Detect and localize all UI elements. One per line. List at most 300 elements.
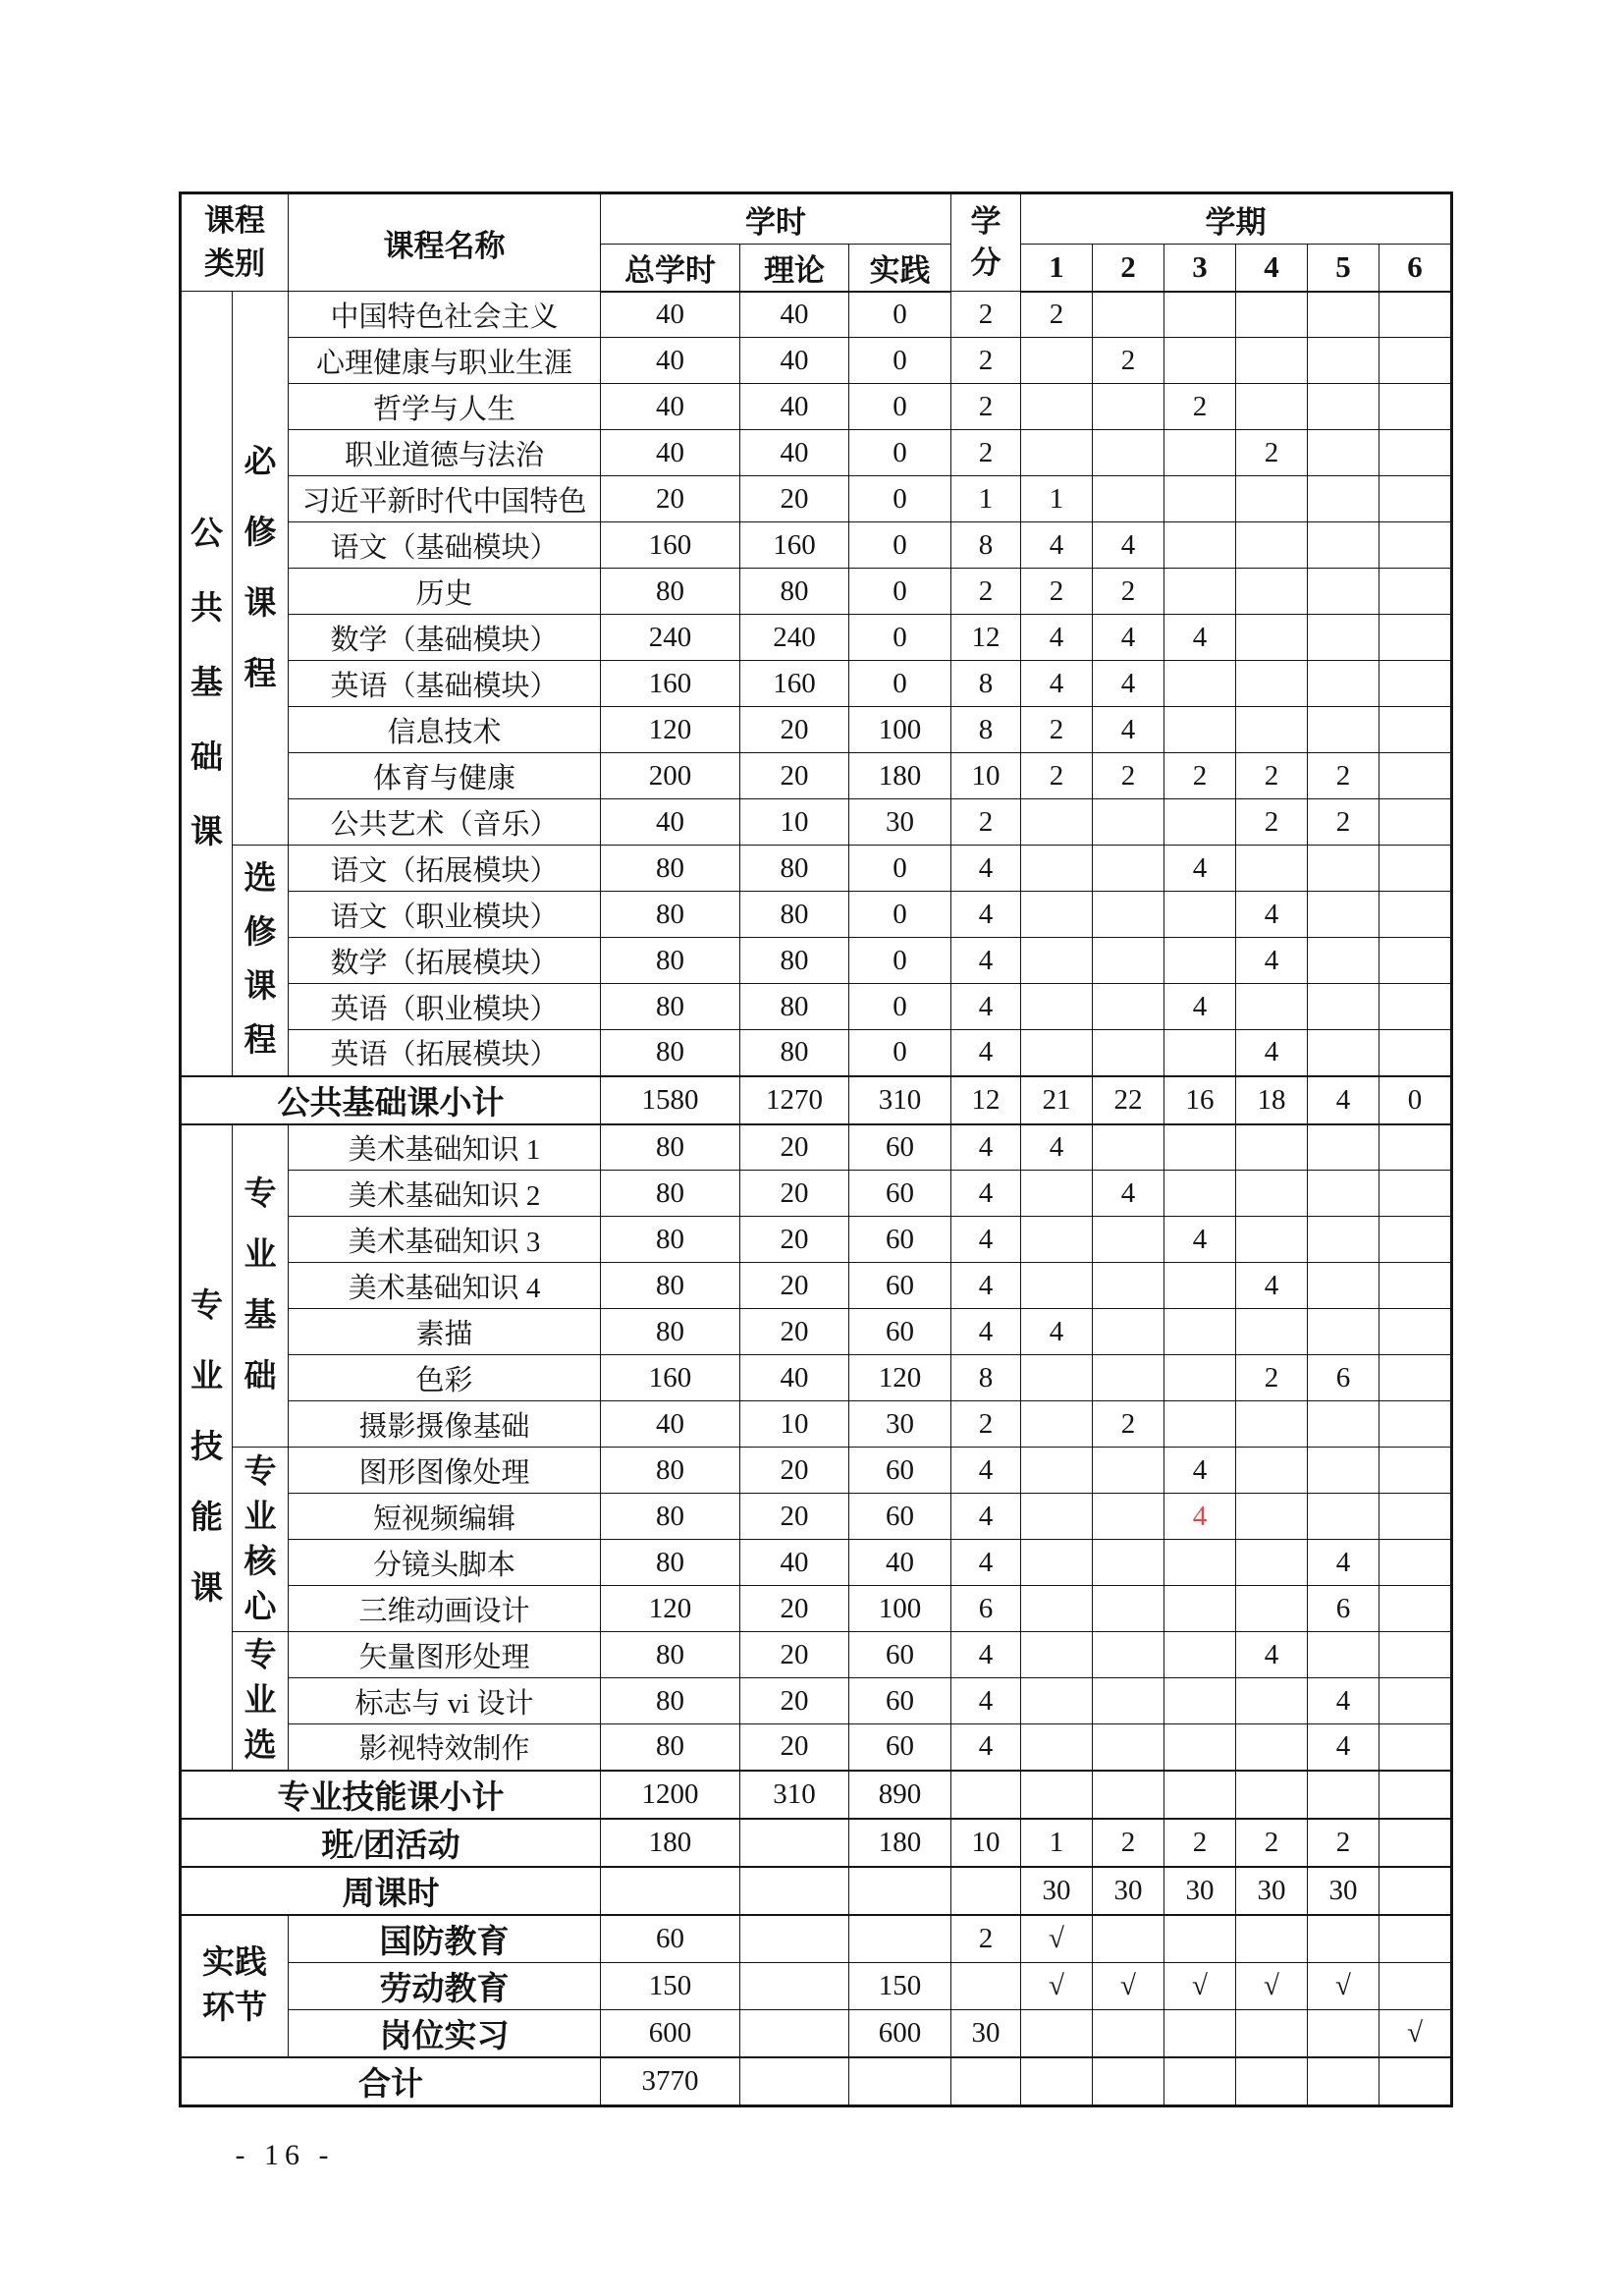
credits-cell: 4 [951, 938, 1021, 984]
semester-cell: 2 [1021, 292, 1093, 338]
practice-hours-cell: 60 [849, 1678, 951, 1724]
credits-cell: 6 [951, 1586, 1021, 1632]
practice-hours-cell: 0 [849, 938, 951, 984]
semester-cell [1093, 984, 1164, 1030]
semester-cell [1164, 1724, 1236, 1771]
semester-cell [1236, 846, 1308, 892]
semester-cell [1308, 1171, 1380, 1217]
semester-cell: 4 [1164, 846, 1236, 892]
semester-cell [1164, 938, 1236, 984]
semester-cell [1093, 1678, 1164, 1724]
credits-cell: 4 [951, 1632, 1021, 1678]
semester-cell [1308, 292, 1380, 338]
semester-cell [1308, 707, 1380, 753]
practice-hours-cell: 0 [849, 892, 951, 938]
table-row [181, 430, 1452, 476]
table-row [181, 707, 1452, 753]
theory-hours-cell: 160 [740, 522, 849, 569]
credits-cell: 4 [951, 1309, 1021, 1355]
semester-cell [1380, 1030, 1452, 1076]
semester-cell [1308, 938, 1380, 984]
total-hours-cell: 80 [601, 892, 740, 938]
theory-hours-cell: 1270 [740, 1076, 849, 1124]
practice-hours-cell: 60 [849, 1124, 951, 1171]
semester-cell [1236, 2057, 1308, 2106]
credits-cell: 1 [951, 476, 1021, 522]
header-hours-group: 学时 [601, 193, 951, 245]
table-row [181, 661, 1452, 707]
semester-cell: 4 [1021, 522, 1093, 569]
semester-cell [1380, 1771, 1452, 1819]
total-hours-cell: 80 [601, 1309, 740, 1355]
practice-hours-cell: 180 [849, 753, 951, 799]
practice-hours-cell [849, 1867, 951, 1915]
semester-cell [1380, 1401, 1452, 1448]
semester-cell [1308, 476, 1380, 522]
course-name-cell: 英语（基础模块） [289, 661, 601, 707]
semester-cell [1308, 984, 1380, 1030]
course-name-cell: 习近平新时代中国特色 [289, 476, 601, 522]
total-hours-cell: 80 [601, 1678, 740, 1724]
semester-cell [1236, 384, 1308, 430]
credits-cell: 4 [951, 1540, 1021, 1586]
semester-cell [1164, 2057, 1236, 2106]
practice-hours-cell: 60 [849, 1632, 951, 1678]
semester-cell [1093, 1448, 1164, 1494]
semester-cell [1021, 338, 1093, 384]
semester-cell: 2 [1308, 799, 1380, 846]
semester-cell: 6 [1308, 1355, 1380, 1401]
practice-hours-cell: 0 [849, 846, 951, 892]
theory-hours-cell: 80 [740, 892, 849, 938]
semester-cell: 22 [1093, 1076, 1164, 1124]
semester-cell: 0 [1380, 1076, 1452, 1124]
theory-hours-cell: 20 [740, 1171, 849, 1217]
practice-hours-cell: 600 [849, 2009, 951, 2057]
semester-cell [1164, 1401, 1236, 1448]
theory-hours-cell: 20 [740, 1724, 849, 1771]
semester-cell [1236, 2009, 1308, 2057]
table-row [181, 1263, 1452, 1309]
category-cell: 公共基础课 [181, 292, 233, 1076]
semester-cell [1380, 430, 1452, 476]
theory-hours-cell: 10 [740, 1401, 849, 1448]
semester-cell [1093, 292, 1164, 338]
semester-cell: 1 [1021, 1819, 1093, 1867]
semester-cell [1380, 707, 1452, 753]
total-hours-cell: 40 [601, 292, 740, 338]
header-credits: 学分 [951, 193, 1021, 292]
table-row [181, 846, 1452, 892]
semester-cell: 4 [1093, 1171, 1164, 1217]
semester-cell [1021, 1171, 1093, 1217]
theory-hours-cell: 20 [740, 1586, 849, 1632]
theory-hours-cell [740, 1867, 849, 1915]
semester-cell [1236, 1309, 1308, 1355]
semester-cell [1021, 1586, 1093, 1632]
practice-hours-cell: 0 [849, 292, 951, 338]
subcategory-cell: 专业核心 [233, 1448, 289, 1632]
semester-cell [1380, 338, 1452, 384]
semester-cell [1380, 476, 1452, 522]
credits-cell: 10 [951, 1819, 1021, 1867]
total-hours-cell: 180 [601, 1819, 740, 1867]
semester-cell [1236, 1171, 1308, 1217]
semester-cell: 4 [1093, 661, 1164, 707]
total-hours-cell: 80 [601, 938, 740, 984]
semester-cell: 2 [1164, 1819, 1236, 1867]
semester-cell: 18 [1236, 1076, 1308, 1124]
semester-cell: 2 [1093, 1819, 1164, 1867]
table-row [181, 476, 1452, 522]
total-hours-cell: 1580 [601, 1076, 740, 1124]
semester-cell [1021, 1724, 1093, 1771]
theory-hours-cell: 40 [740, 430, 849, 476]
semester-cell: 2 [1236, 1819, 1308, 1867]
semester-cell: 4 [1236, 1632, 1308, 1678]
practice-hours-cell: 100 [849, 707, 951, 753]
semester-cell [1164, 1309, 1236, 1355]
semester-cell [1021, 892, 1093, 938]
semester-cell [1164, 1586, 1236, 1632]
semester-cell [1093, 1724, 1164, 1771]
total-hours-cell [601, 1867, 740, 1915]
semester-cell [1380, 1915, 1452, 1963]
course-name-cell: 心理健康与职业生涯 [289, 338, 601, 384]
table-row [181, 1076, 1452, 1124]
course-name-cell: 图形图像处理 [289, 1448, 601, 1494]
credits-cell: 2 [951, 292, 1021, 338]
practice-hours-cell: 0 [849, 522, 951, 569]
theory-hours-cell: 20 [740, 476, 849, 522]
theory-hours-cell: 80 [740, 984, 849, 1030]
semester-cell [1164, 1171, 1236, 1217]
table-row [181, 522, 1452, 569]
theory-hours-cell: 20 [740, 1632, 849, 1678]
credits-cell: 4 [951, 1171, 1021, 1217]
header-row-1 [181, 193, 1452, 245]
course-name-cell: 历史 [289, 569, 601, 615]
semester-cell [1164, 1355, 1236, 1401]
semester-cell [1093, 1355, 1164, 1401]
table-row [181, 1867, 1452, 1915]
semester-cell [1236, 1124, 1308, 1171]
theory-hours-cell [740, 1915, 849, 1963]
practice-hours-cell: 0 [849, 384, 951, 430]
semester-cell: 1 [1021, 476, 1093, 522]
semester-cell: 2 [1236, 799, 1308, 846]
semester-cell: 4 [1164, 1448, 1236, 1494]
credits-cell: 4 [951, 1030, 1021, 1076]
theory-hours-cell: 20 [740, 1494, 849, 1540]
semester-cell [1164, 569, 1236, 615]
practice-hours-cell [849, 2057, 951, 2106]
semester-cell: 4 [1236, 938, 1308, 984]
course-name-cell: 语文（基础模块） [289, 522, 601, 569]
category-cell: 实践环节 [181, 1915, 289, 2057]
semester-cell [1308, 384, 1380, 430]
course-name-cell: 岗位实习 [289, 2009, 601, 2057]
practice-hours-cell: 60 [849, 1263, 951, 1309]
semester-cell: 4 [1164, 615, 1236, 661]
practice-hours-cell: 0 [849, 569, 951, 615]
practice-hours-cell: 890 [849, 1771, 951, 1819]
semester-cell [1093, 1632, 1164, 1678]
semester-cell: √ [1236, 1962, 1308, 2009]
semester-cell: 2 [1164, 384, 1236, 430]
table-row [181, 1217, 1452, 1263]
semester-cell [1021, 1217, 1093, 1263]
semester-cell [1380, 1263, 1452, 1309]
semester-cell [1236, 1494, 1308, 1540]
total-hours-cell: 80 [601, 569, 740, 615]
semester-cell [1380, 1819, 1452, 1867]
total-hours-cell: 160 [601, 522, 740, 569]
semester-cell [1164, 707, 1236, 753]
semester-cell [1380, 1962, 1452, 2009]
practice-hours-cell: 120 [849, 1355, 951, 1401]
semester-cell [1308, 338, 1380, 384]
semester-cell [1380, 1678, 1452, 1724]
practice-hours-cell: 150 [849, 1962, 951, 2009]
course-name-cell: 标志与 vi 设计 [289, 1678, 601, 1724]
semester-cell [1021, 938, 1093, 984]
semester-cell [1093, 938, 1164, 984]
semester-cell [1380, 1124, 1452, 1171]
credits-cell: 12 [951, 615, 1021, 661]
semester-cell [1164, 1915, 1236, 1963]
total-hours-cell: 160 [601, 661, 740, 707]
practice-hours-cell: 0 [849, 1030, 951, 1076]
semester-cell [1380, 938, 1452, 984]
semester-cell [1236, 476, 1308, 522]
semester-cell: 4 [1021, 1309, 1093, 1355]
table-row [181, 1171, 1452, 1217]
course-name-cell: 语文（职业模块） [289, 892, 601, 938]
theory-hours-cell: 20 [740, 707, 849, 753]
semester-cell [1380, 292, 1452, 338]
semester-cell [1308, 1915, 1380, 1963]
semester-cell [1308, 1448, 1380, 1494]
theory-hours-cell [740, 2057, 849, 2106]
semester-cell: 4 [1021, 1124, 1093, 1171]
semester-cell [1308, 1401, 1380, 1448]
course-name-cell: 语文（拓展模块） [289, 846, 601, 892]
theory-hours-cell: 40 [740, 1355, 849, 1401]
semester-cell [1021, 1632, 1093, 1678]
semester-cell: 4 [1021, 661, 1093, 707]
total-hours-cell: 40 [601, 430, 740, 476]
semester-cell: 4 [1236, 892, 1308, 938]
theory-hours-cell: 20 [740, 1124, 849, 1171]
semester-cell [1021, 984, 1093, 1030]
credits-cell: 4 [951, 846, 1021, 892]
total-hours-cell: 80 [601, 1494, 740, 1540]
theory-hours-cell: 40 [740, 1540, 849, 1586]
semester-cell [1093, 1030, 1164, 1076]
semester-cell: √ [1093, 1962, 1164, 2009]
semester-cell [1164, 799, 1236, 846]
semester-cell [1236, 338, 1308, 384]
semester-cell [1308, 1217, 1380, 1263]
theory-hours-cell: 80 [740, 846, 849, 892]
theory-hours-cell: 10 [740, 799, 849, 846]
semester-cell [1021, 2057, 1093, 2106]
semester-cell: √ [1164, 1962, 1236, 2009]
semester-cell: 30 [1093, 1867, 1164, 1915]
semester-cell [1236, 569, 1308, 615]
credits-cell [951, 1962, 1021, 2009]
semester-cell [1093, 1494, 1164, 1540]
semester-cell [1380, 1217, 1452, 1263]
credits-cell [951, 2057, 1021, 2106]
semester-cell [1093, 1771, 1164, 1819]
credits-cell: 2 [951, 1401, 1021, 1448]
practice-hours-cell: 60 [849, 1309, 951, 1355]
table-row [181, 1401, 1452, 1448]
course-name-cell: 素描 [289, 1309, 601, 1355]
table-row [181, 1819, 1452, 1867]
semester-cell [1093, 1217, 1164, 1263]
page-number: - 16 - [235, 2139, 335, 2171]
semester-cell [1236, 1586, 1308, 1632]
semester-cell [1021, 1494, 1093, 1540]
semester-cell [1021, 2009, 1093, 2057]
total-hours-cell: 200 [601, 753, 740, 799]
semester-cell [1164, 522, 1236, 569]
subcategory-cell: 选修课程 [233, 846, 289, 1076]
theory-hours-cell: 80 [740, 1030, 849, 1076]
course-name-cell: 三维动画设计 [289, 1586, 601, 1632]
semester-cell [1236, 1678, 1308, 1724]
semester-cell: 2 [1021, 707, 1093, 753]
semester-cell [1093, 1915, 1164, 1963]
semester-cell: 2 [1021, 569, 1093, 615]
credits-cell: 2 [951, 338, 1021, 384]
semester-cell [1021, 1401, 1093, 1448]
table-row [181, 2057, 1452, 2106]
practice-hours-cell: 60 [849, 1448, 951, 1494]
semester-cell [1380, 846, 1452, 892]
subcategory-cell: 必修课程 [233, 292, 289, 846]
table-row [181, 2009, 1452, 2057]
practice-hours-cell: 60 [849, 1724, 951, 1771]
curriculum-table [179, 191, 1453, 2107]
semester-cell: 21 [1021, 1076, 1093, 1124]
semester-cell [1236, 1401, 1308, 1448]
total-hours-cell: 120 [601, 1586, 740, 1632]
semester-cell [1380, 1448, 1452, 1494]
theory-hours-cell: 40 [740, 292, 849, 338]
semester-cell [1164, 1540, 1236, 1586]
semester-cell [1164, 1771, 1236, 1819]
course-name-cell: 哲学与人生 [289, 384, 601, 430]
semester-cell [1380, 2057, 1452, 2106]
table-row [181, 1494, 1452, 1540]
total-hours-cell: 150 [601, 1962, 740, 2009]
semester-cell: 30 [1021, 1867, 1093, 1915]
credits-cell: 8 [951, 1355, 1021, 1401]
practice-hours-cell: 30 [849, 799, 951, 846]
credits-cell: 30 [951, 2009, 1021, 2057]
course-name-cell: 劳动教育 [289, 1962, 601, 2009]
credits-cell: 10 [951, 753, 1021, 799]
header-course-name: 课程名称 [289, 193, 601, 292]
theory-hours-cell: 310 [740, 1771, 849, 1819]
semester-cell: 4 [1093, 707, 1164, 753]
semester-cell [1308, 615, 1380, 661]
semester-cell [1093, 1124, 1164, 1171]
semester-cell: 2 [1093, 753, 1164, 799]
semester-cell [1380, 1724, 1452, 1771]
semester-cell: 2 [1093, 1401, 1164, 1448]
total-hours-cell: 40 [601, 1401, 740, 1448]
header-semester-3: 3 [1164, 245, 1236, 292]
header-theory-hours: 理论 [740, 245, 849, 292]
course-name-cell: 国防教育 [289, 1915, 601, 1963]
table-row [181, 1915, 1452, 1963]
practice-hours-cell: 310 [849, 1076, 951, 1124]
header-semester-4: 4 [1236, 245, 1308, 292]
semester-cell [1236, 1724, 1308, 1771]
total-hours-cell: 80 [601, 1540, 740, 1586]
highlighted-semester-cell: 4 [1164, 1494, 1236, 1540]
semester-cell [1021, 1678, 1093, 1724]
table-row [181, 1355, 1452, 1401]
course-name-cell: 矢量图形处理 [289, 1632, 601, 1678]
semester-cell [1093, 799, 1164, 846]
semester-cell: 4 [1236, 1263, 1308, 1309]
semester-cell [1380, 1540, 1452, 1586]
semester-cell [1093, 846, 1164, 892]
semester-cell: 4 [1164, 1217, 1236, 1263]
semester-cell [1308, 1494, 1380, 1540]
table-row [181, 892, 1452, 938]
semester-cell [1308, 569, 1380, 615]
semester-cell [1164, 1030, 1236, 1076]
semester-cell [1164, 476, 1236, 522]
table-row [181, 569, 1452, 615]
total-hours-cell: 3770 [601, 2057, 740, 2106]
semester-cell [1308, 522, 1380, 569]
credits-cell: 8 [951, 707, 1021, 753]
practice-hours-cell: 60 [849, 1171, 951, 1217]
semester-cell: 2 [1093, 569, 1164, 615]
table-row [181, 1030, 1452, 1076]
semester-cell [1380, 1867, 1452, 1915]
practice-hours-cell: 30 [849, 1401, 951, 1448]
semester-cell [1164, 2009, 1236, 2057]
theory-hours-cell: 40 [740, 384, 849, 430]
semester-cell [1236, 1915, 1308, 1963]
table-row [181, 1124, 1452, 1171]
semester-cell [1164, 892, 1236, 938]
credits-cell: 4 [951, 1448, 1021, 1494]
credits-cell: 4 [951, 1217, 1021, 1263]
course-name-cell: 分镜头脚本 [289, 1540, 601, 1586]
credits-cell: 4 [951, 1124, 1021, 1171]
theory-hours-cell: 80 [740, 938, 849, 984]
semester-cell [1021, 846, 1093, 892]
total-hours-cell: 60 [601, 1915, 740, 1963]
curriculum-table-wrap [179, 191, 1450, 2107]
semester-cell: 6 [1308, 1586, 1380, 1632]
table-row [181, 1724, 1452, 1771]
header-semester-1: 1 [1021, 245, 1093, 292]
total-hours-cell: 80 [601, 1448, 740, 1494]
semester-cell [1380, 1494, 1452, 1540]
course-name-cell: 影视特效制作 [289, 1724, 601, 1771]
